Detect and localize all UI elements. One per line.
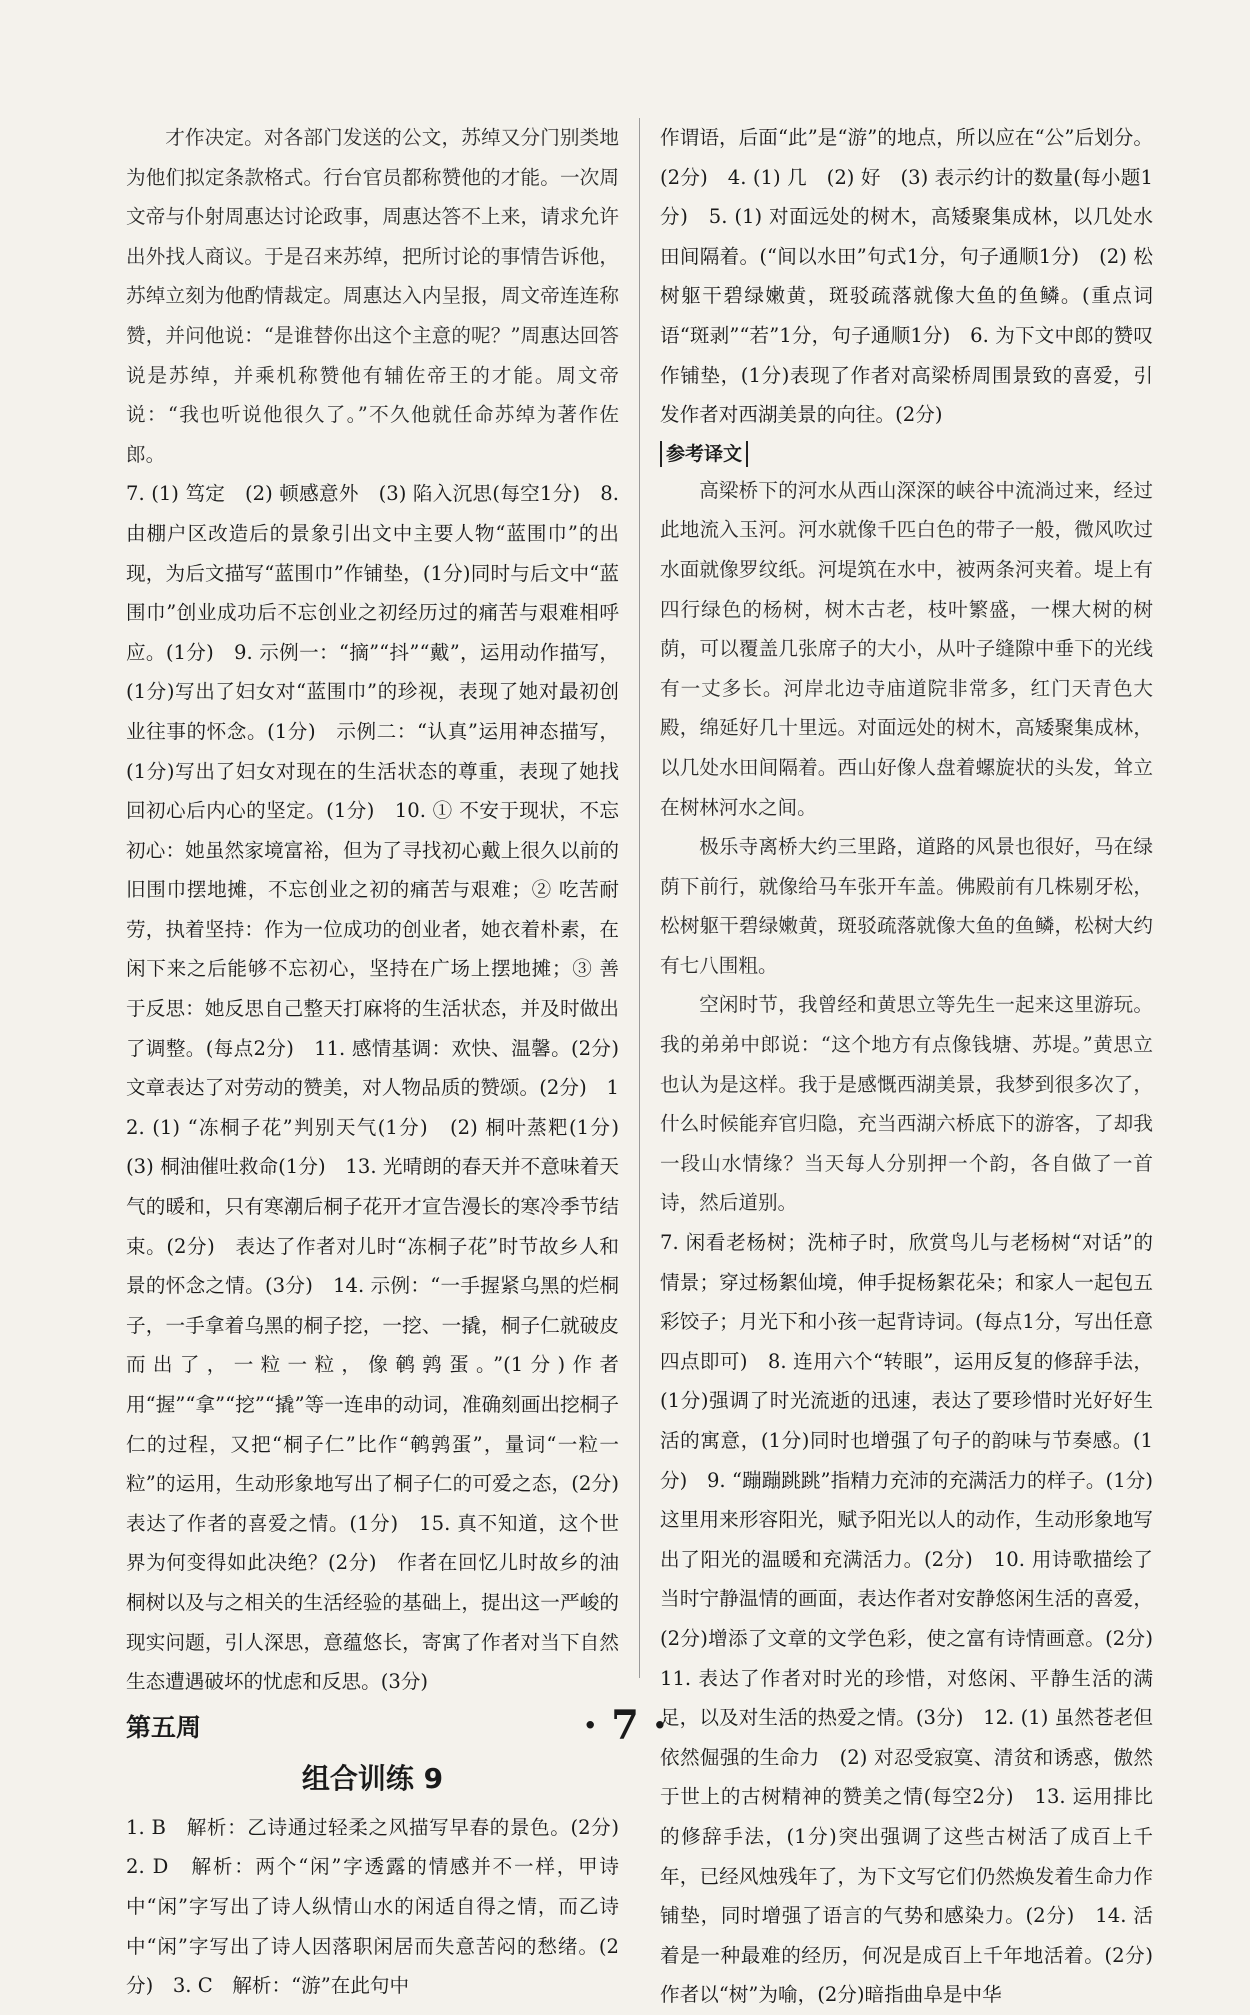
answers-3-6-paragraph: 作谓语，后面“此”是“游”的地点，所以应在“公”后划分。(2分) 4. (1) 几 (2) 好 (3) 表示约计的数量(每小题1分) 5. (1) 对面远处的树木，高矮聚集成林，以几处水田间隔着。(“间以水田”句式1分，句子通顺1分) (2) 松树躯干碧绿嫩黄，斑驳疏落就像大鱼的鱼鳞。(重点词语“斑剥”“若”1分，句子通顺1分) 6. 为下文中郎的赞叹作铺垫，(1分)表现了作者对高梁桥周围景致的喜爱，引发作者对西湖美景的向往。(2分) xyxy=(660,126,1153,427)
translation-paragraph-3: 空闲时节，我曾经和黄思立等先生一起来这里游玩。我的弟弟中郎说：“这个地方有点像钱塘、苏堤。”黄思立也认为是这样。我于是感慨西湖美景，我梦到很多次了，什么时候能弃官归隐，充当西湖六桥底下的游客，了却我一段山水情缘？当天每人分别押一个韵，各自做了一首诗，然后道别。 xyxy=(660,993,1153,1215)
week-label: 第五周 xyxy=(126,1712,202,1742)
page-number: · 7 · xyxy=(583,1702,667,1749)
translation-paragraph-2: 极乐寺离桥大约三里路，道路的风景也很好，马在绿荫下前行，就像给马车张开车盖。佛殿前有几株剔牙松，松树躯干碧绿嫩黄，斑驳疏落就像大鱼的鱼鳞，松树大约有七八围粗。 xyxy=(660,835,1153,977)
answers-1-3-paragraph: 1. B 解析：乙诗通过轻柔之风描写早春的景色。(2分) 2. D 解析：两个“闲”字透露的情感并不一样，甲诗中“闲”字写出了诗人纵情山水的闲适自得之情，而乙诗中“闲”字写出了诗人因落职闲居而失意苦闷的愁绪。(2分) 3. C 解析：“游”在此句中 xyxy=(126,1815,639,1998)
answers-7-14-paragraph: 7. 闲看老杨树；洗柿子时，欣赏鸟儿与老杨树“对话”的情景；穿过杨絮仙境，伸手捉杨絮花朵；和家人一起包五彩饺子；月光下和小孩一起背诗词。(每点1分，写出任意四点即可) 8. 连用六个“转眼”，运用反复的修辞手法，(1分)强调了时光流逝的迅速，表达了要珍惜时光好好生活的寓意，(1分)同时也增强了句子的韵味与节奏感。(1分) 9. “蹦蹦跳跳”指精力充沛的充满活力的样子。(1分)这里用来形容阳光，赋予阳光以人的动作，生动形象地写出了阳光的温暖和充满活力。(2分) 10. 用诗歌描绘了当时宁静温情的画面，表达作者对安静悠闲生活的喜爱，(2分)增添了文章的文学色彩，使之富有诗情画意。(2分) 11. 表达了作者对时光的珍惜，对悠闲、平静生活的满足，以及对生活的热爱之情。(3分) 12. (1) 虽然苍老但依然倔强的生命力 (2) 对忍受寂寞、清贫和诱惑，傲然于世上的古树精神的赞美之情(每空2分) 13. 运用排比的修辞手法，(1分)突出强调了这些古树活了成百上千年，已经风烛残年了，为下文写它们仍然焕发着生命力作铺垫，同时增强了语言的气势和感染力。(2分) 14. 活着是一种最难的经历，何况是成百上千年地活着。(2分)作者以“树”为喻，(2分)暗指曲阜是中华 xyxy=(660,1231,1173,2007)
right-column xyxy=(660,118,1173,2015)
reference-translation-label: 参考译文 xyxy=(660,441,748,467)
answers-7-15-paragraph: 7. (1) 笃定 (2) 顿感意外 (3) 陷入沉思(每空1分) 8. 由棚户区改造后的景象引出文中主要人物“蓝围巾”的出现，为后文描写“蓝围巾”作铺垫，(1分)同时与后文中“蓝围巾”创业成功后不忘创业之初经历过的痛苦与艰难相呼应。(1分) 9. 示例一：“摘”“抖”“戴”，运用动作描写，(1分)写出了妇女对“蓝围巾”的珍视，表现了她对最初创业往事的怀念。(1分) 示例二：“认真”运用神态描写，(1分)写出了妇女对现在的生活状态的尊重，表现了她找回初心后内心的坚定。(1分) 10. ① 不安于现状，不忘初心：她虽然家境富裕，但为了寻找初心戴上很久以前的旧围巾摆地摊，不忘创业之初的痛苦与艰难；② 吃苦耐劳，执着坚持：作为一位成功的创业者，她衣着朴素，在闲下来之后能够不忘初心，坚持在广场上摆地摊；③ 善于反思：她反思自己整天打麻将的生活状态，并及时做出了调整。(每点2分) 11. 感情基调：欢快、温馨。(2分) 文章表达了对劳动的赞美，对人物品质的赞颂。(2分) 12. (1) “冻桐子花”判别天气(1分) (2) 桐叶蒸粑(1分) (3) 桐油催吐救命(1分) 13. 光晴朗的春天并不意味着天气的暖和，只有寒潮后桐子花开才宣告漫长的寒冷季节结束。(2分) 表达了作者对儿时“冻桐子花”时节故乡人和景的怀念之情。(3分) 14. 示例：“一手握紧乌黑的烂桐子，一手拿着乌黑的桐子挖，一挖、一撬，桐子仁就破皮而出了，一粒一粒，像鹌鹑蛋。”(1分)作者用“握”“拿”“挖”“撬”等一连串的动词，准确刻画出挖桐子仁的过程，又把“桐子仁”比作“鹌鹑蛋”，量词“一粒一粒”的运用，生动形象地写出了桐子仁的可爱之态，(2分)表达了作者的喜爱之情。(1分) 15. 真不知道，这个世界为何变得如此决绝？(2分) 作者在回忆儿时故乡的油桐树以及与之相关的生活经验的基础上，提出这一严峻的现实问题，引人深思，意蕴悠长，寄寓了作者对当下自然生态遭遇破坏的忧虑和反思。(3分) xyxy=(126,482,639,1694)
translation-paragraph-1: 高梁桥下的河水从西山深深的峡谷中流淌过来，经过此地流入玉河。河水就像千匹白色的带子一般，微风吹过水面就像罗纹纸。河堤筑在水中，被两条河夹着。堤上有四行绿色的杨树，树木古老，枝叶繁盛，一棵大树的树荫，可以覆盖几张席子的大小，从叶子缝隙中垂下的光线有一丈多长。河岸北边寺庙道院非常多，红门天青色大殿，绵延好几十里远。对面远处的树木，高矮聚集成林，以几处水田间隔着。西山好像人盘着螺旋状的头发，耸立在树林河水之间。 xyxy=(660,478,1153,819)
column-divider xyxy=(639,118,640,1678)
section-title: 组合训练 9 xyxy=(301,1761,444,1795)
translation-end-paragraph: 才作决定。对各部门发送的公文，苏绰又分门别类地为他们拟定条款格式。行台官员都称赞他的才能。一次周文帝与仆射周惠达讨论政事，周惠达答不上来，请求允许出外找人商议。于是召来苏绰，把所讨论的事情告诉他，苏绰立刻为他酌情裁定。周惠达入内呈报，周文帝连连称赞，并问他说：“是谁替你出这个主意的呢？”周惠达回答说是苏绰，并乘机称赞他有辅佐帝王的才能。周文帝说：“我也听说他很久了。”不久他就任命苏绰为著作佐郎。 xyxy=(126,126,619,466)
